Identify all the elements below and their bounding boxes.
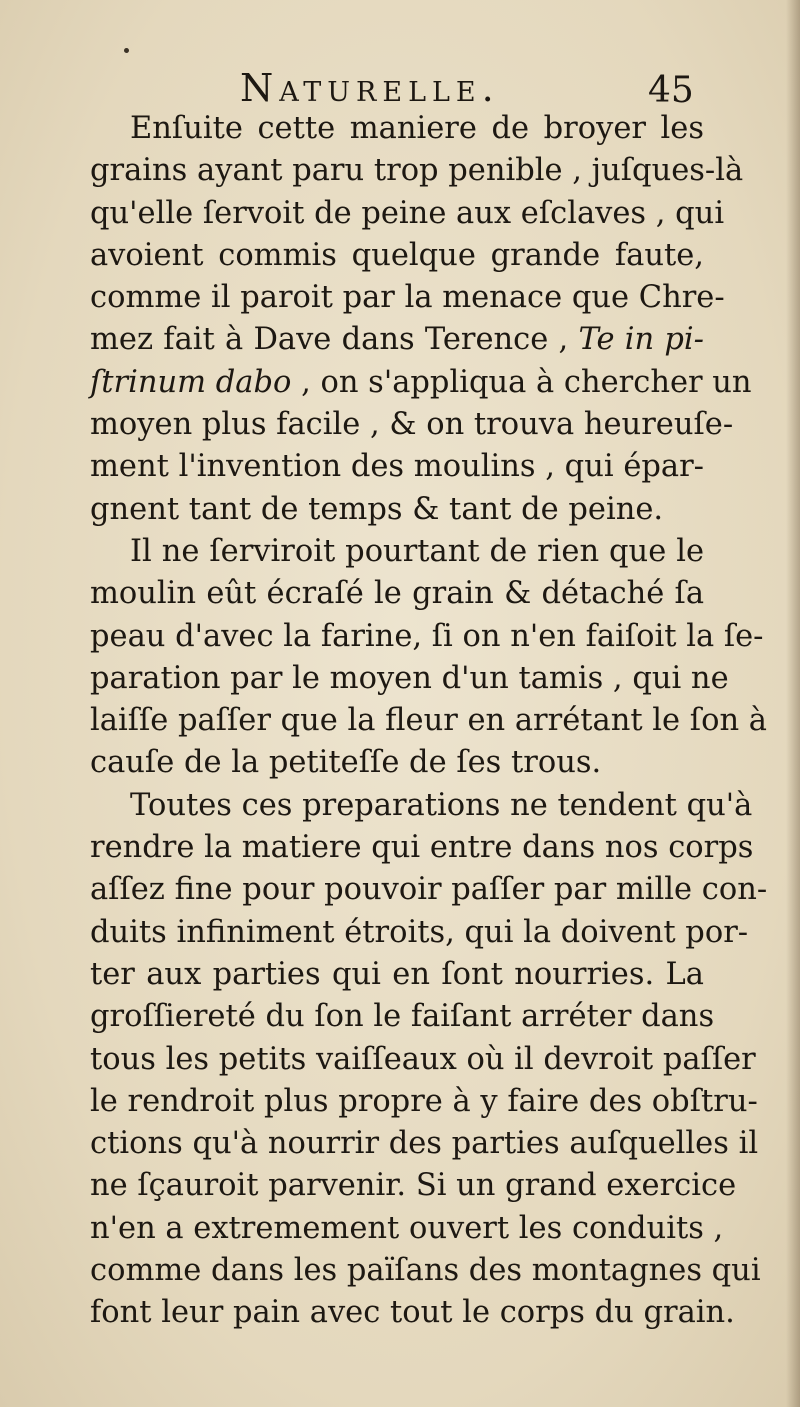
text-segment: , on s'appliqua à chercher un [301, 364, 752, 400]
text-line: comme il paroit par la menace que Chre- [90, 280, 725, 316]
text-line: ment l'invention des moulins , qui épar- [90, 449, 704, 485]
text-line: Toutes ces preparations ne tendent qu'à [130, 787, 753, 823]
text-line: ctions qu'à nourrir des parties auſquelles il [90, 1126, 759, 1162]
text-line-with-quote [90, 319, 704, 361]
text-line: laiſſe paſſer que la fleur en arrétant le ſon à [90, 703, 767, 739]
text-line: font leur pain avec tout le corps du grain. [90, 1295, 735, 1331]
text-line: ter aux parties qui en ſont nourries. La [90, 956, 704, 992]
text-line: paration par le moyen d'un tamis , qui ne [90, 660, 729, 696]
text-line: avoient commis quelque grande faute, [90, 237, 704, 273]
text-line: n'en a extremement ouvert les conduits , [90, 1210, 724, 1246]
ink-speck [124, 48, 129, 53]
text-segment: mez fait à Dave dans Terence , [90, 322, 569, 358]
text-line-with-quote [90, 362, 752, 404]
running-head: Naturelle. [240, 66, 500, 110]
text-line: peau d'avec la farine, ſi on n'en faiſoit la ſe- [90, 618, 764, 654]
page-edge-shadow [786, 0, 800, 1407]
text-line: le rendroit plus propre à y faire des obſtru- [90, 1083, 758, 1119]
text-line: duits infiniment étroits, qui la doivent por- [90, 914, 749, 950]
text-line: cauſe de la petiteſſe de ſes trous. [90, 745, 602, 781]
text-line: aſſez fine pour pouvoir paſſer par mille con- [90, 872, 768, 908]
page-number: 45 [648, 70, 694, 111]
text-line: moyen plus facile , & on trouva heureuſe- [90, 407, 734, 443]
text-line: qu'elle ſervoit de peine aux eſclaves , qui [90, 195, 725, 231]
text-line: Enſuite cette maniere de broyer les [130, 111, 704, 146]
text-line: comme dans les païſans des montagnes qui [90, 1253, 761, 1289]
text-line: grains ayant paru trop penible , juſques-là [90, 153, 744, 189]
body-text [90, 108, 768, 1335]
text-line: gnent tant de temps & tant de peine. [90, 491, 664, 527]
latin-quotation: Te in pi- [578, 322, 704, 358]
text-line: rendre la matiere qui entre dans nos corps [90, 830, 754, 866]
text-line: moulin eût écraſé le grain & détaché ſa [90, 576, 704, 612]
text-line: groſſiereté du ſon le faiſant arréter dans [90, 999, 715, 1035]
latin-quotation: ſtrinum dabo [90, 364, 292, 400]
text-line: Il ne ſerviroit pourtant de rien que le [130, 533, 704, 569]
page-header [0, 60, 800, 110]
text-line: tous les petits vaiſſeaux où il devroit paſſer [90, 1041, 756, 1077]
text-line: ne ſçauroit parvenir. Si un grand exercice [90, 1168, 737, 1204]
